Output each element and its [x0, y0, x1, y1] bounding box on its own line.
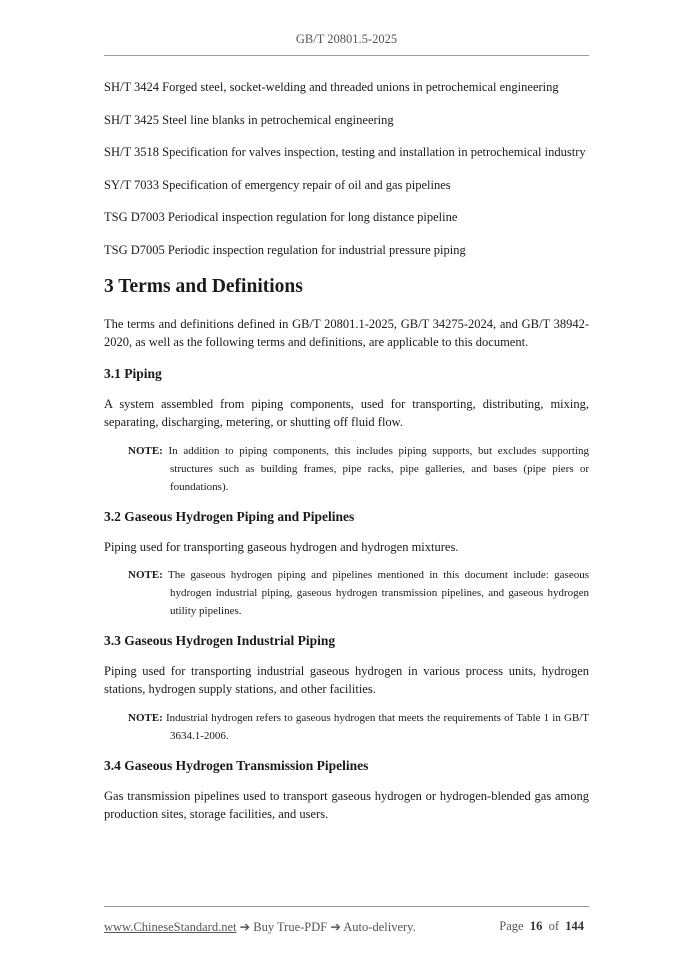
term-note [128, 442, 589, 496]
arrow-icon: ➔ [327, 920, 344, 934]
buy-link[interactable]: Buy True-PDF [253, 920, 328, 934]
section-heading: 3 Terms and Definitions [104, 275, 303, 297]
term-heading: 3.3 Gaseous Hydrogen Industrial Piping [104, 633, 336, 648]
reference-item: SH/T 3424 Forged steel, socket-welding and threaded unions in petrochemical engineering [104, 80, 559, 94]
section-intro: The terms and definitions defined in GB/T 20801.1-2025, GB/T 34275-2024, and GB/T 38942-2020, as well as the following terms and definitions, are applicable to this document. [104, 316, 589, 349]
page-counter [499, 919, 584, 934]
reference-item: SY/T 7033 Specification of emergency repair of oil and gas pipelines [104, 177, 451, 192]
note-label: NOTE: [128, 569, 163, 581]
term-heading: 3.4 Gaseous Hydrogen Transmission Pipelines [104, 757, 369, 773]
page-current: 16 [529, 919, 543, 933]
document-code: GB/T 20801.5-2025 [295, 32, 398, 46]
header-divider [104, 55, 589, 56]
page-header [0, 32, 693, 47]
term-note [128, 566, 589, 620]
term-definition: A system assembled from piping components, used for transporting, distributing, mixing, separating, discharging, metering, or shutting off fluid flow. [104, 397, 589, 429]
note-label: NOTE: [128, 444, 163, 457]
note-text: Industrial hydrogen refers to gaseous hydrogen that meets the requirements of Table 1 in GB/T 3634.1-2006. [166, 711, 590, 742]
term-definition: Gas transmission pipelines used to transport gaseous hydrogen or hydrogen-blended gas among production sites, storage facilities, and users. [104, 788, 589, 821]
note-text: The gaseous hydrogen piping and pipelines mentioned in this document include: gaseous hydrogen industrial piping, gaseous hydrogen transmission pipelines, and gaseous hydrogen utility pipelines. [168, 569, 590, 617]
site-link[interactable]: www.ChineseStandard.net [104, 920, 237, 934]
note-label: NOTE: [128, 711, 163, 724]
footer-links [104, 919, 416, 935]
reference-item: TSG D7003 Periodical inspection regulation for long distance pipeline [104, 210, 458, 224]
footer-divider [104, 906, 589, 907]
reference-item: SH/T 3425 Steel line blanks in petrochemical engineering [104, 112, 394, 127]
delivery-text: Auto-delivery. [343, 920, 416, 934]
page-content [104, 78, 589, 837]
term-heading: 3.1 Piping [104, 366, 162, 381]
reference-item: TSG D7005 Periodic inspection regulation for industrial pressure piping [104, 242, 466, 257]
page-word: Page [499, 919, 524, 933]
page-total: 144 [565, 919, 584, 933]
reference-item: SH/T 3518 Specification for valves inspection, testing and installation in petrochemical industry [104, 145, 586, 159]
term-definition: Piping used for transporting gaseous hydrogen and hydrogen mixtures. [104, 539, 459, 554]
note-text: In addition to piping components, this includes piping supports, but excludes supporting structures such as building frames, pipe racks, pipe galleries, and bases (pipe piers or foundations). [168, 444, 589, 493]
arrow-icon: ➔ [236, 920, 254, 934]
of-word: of [548, 919, 559, 933]
term-definition: Piping used for transporting industrial gaseous hydrogen in various process units, hydrogen stations, hydrogen supply stations, and other facilities. [104, 664, 589, 696]
term-note [128, 709, 589, 745]
term-heading: 3.2 Gaseous Hydrogen Piping and Pipelines [104, 508, 355, 524]
